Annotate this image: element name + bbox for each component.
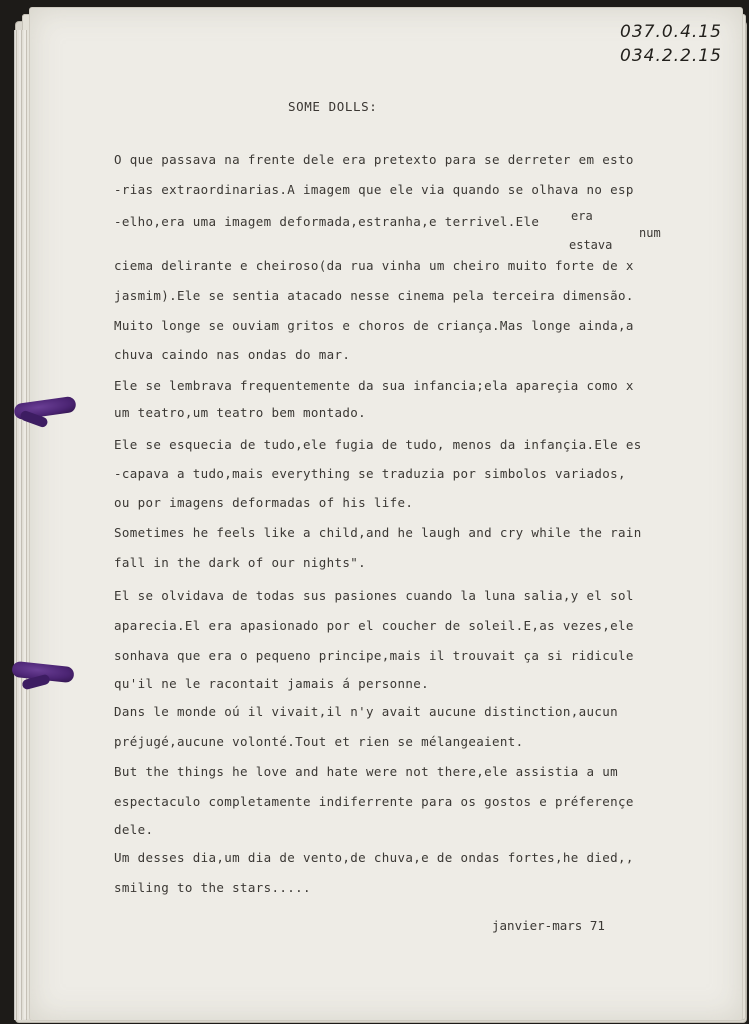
text-line: -rias extraordinarias.A imagem que ele via quando se olhava no esp: [114, 182, 634, 197]
text-line: ciema delirante e cheiroso(da rua vinha um cheiro muito forte de x: [114, 258, 634, 273]
text-line: Dans le monde oú il vivait,il n'y avait aucune distinction,aucun: [114, 704, 619, 719]
interlinear-num: num: [639, 226, 661, 240]
text-line: ou por imagens deformadas of his life.: [114, 495, 414, 510]
text-line: dele.: [114, 822, 154, 837]
text-line: espectaculo completamente indiferrente para os gostos e préferençe: [114, 794, 634, 809]
text-line: chuva caindo nas ondas do mar.: [114, 347, 351, 362]
text-line: préjugé,aucune volonté.Tout et rien se mélangeaient.: [114, 734, 524, 749]
text-line: um teatro,um teatro bem montado.: [114, 405, 367, 420]
text-line: But the things he love and hate were not there,ele assistia a um: [114, 764, 619, 779]
date-signature: janvier-mars 71: [492, 918, 605, 933]
text-line: Muito longe se ouviam gritos e choros de criança.Mas longe ainda,a: [114, 318, 634, 333]
text-line: Ele se esquecia de tudo,ele fugia de tudo, menos da infançia.Ele es: [114, 437, 642, 452]
text-line: qu'il ne le racontait jamais á personne.: [114, 676, 430, 691]
page-title: SOME DOLLS:: [288, 99, 378, 114]
text-line: jasmim).Ele se sentia atacado nesse cinema pela terceira dimensão.: [114, 288, 634, 303]
text-line: smiling to the stars.....: [114, 880, 311, 895]
text-line: sonhava que era o pequeno principe,mais il trouvait ça si ridicule: [114, 648, 634, 663]
text-line: aparecia.El era apasionado por el coucher de soleil.E,as vezes,ele: [114, 618, 634, 633]
text-line: -capava a tudo,mais everything se traduzia por simbolos variados,: [114, 466, 626, 481]
text-line: Um desses dia,um dia de vento,de chuva,e de ondas fortes,he died,,: [114, 850, 634, 865]
text-line: -elho,era uma imagem deformada,estranha,e terrivel.Ele: [114, 214, 540, 229]
text-line: O que passava na frente dele era pretexto para se derreter em esto: [114, 152, 634, 167]
text-line: Ele se lembrava frequentemente da sua infancia;ela apareçia como x: [114, 378, 634, 393]
text-line: fall in the dark of our nights".: [114, 555, 367, 570]
interlinear-era: era: [571, 209, 593, 223]
archive-number-1: 037.0.4.15: [620, 22, 722, 42]
interlinear-estava: estava: [569, 238, 613, 252]
archive-number-2: 034.2.2.15: [620, 46, 722, 66]
text-line: Sometimes he feels like a child,and he laugh and cry while the rain: [114, 525, 642, 540]
text-line: El se olvidava de todas sus pasiones cuando la luna salia,y el sol: [114, 588, 634, 603]
